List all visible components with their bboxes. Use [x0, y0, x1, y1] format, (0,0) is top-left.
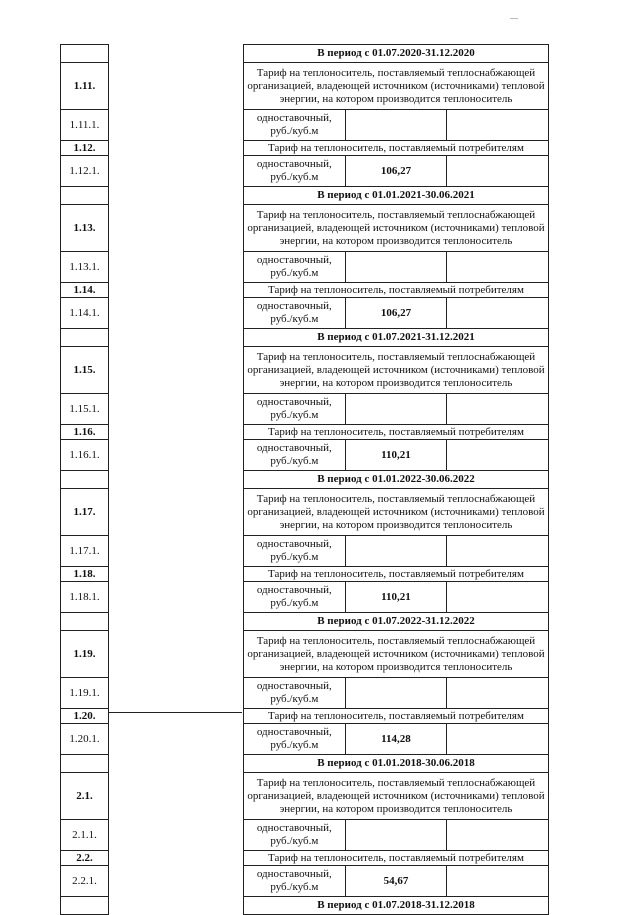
row-number: 1.11.	[61, 63, 109, 110]
unit-line: руб./куб.м	[270, 267, 319, 279]
row-number: 1.17.1.	[61, 536, 109, 567]
period-heading: В период с 01.01.2021-30.06.2021	[244, 187, 549, 205]
unit-line: одноставочный,	[256, 300, 332, 312]
table-row	[61, 755, 549, 773]
unit-cell	[244, 536, 346, 567]
unit-cell	[244, 724, 346, 755]
empty-gap	[109, 678, 244, 709]
row-number: 1.18.1.	[61, 582, 109, 613]
empty-value-cell	[447, 678, 549, 709]
unit-line: одноставочный,	[256, 584, 332, 596]
period-heading: В период с 01.01.2018-30.06.2018	[244, 755, 549, 773]
row-number: 1.19.	[61, 631, 109, 678]
empty-gap	[109, 709, 244, 724]
row-number: 1.19.1.	[61, 678, 109, 709]
unit-line: руб./куб.м	[270, 125, 319, 137]
empty-value-cell	[447, 252, 549, 283]
unit-line: руб./куб.м	[270, 313, 319, 325]
row-number: 1.16.1.	[61, 440, 109, 471]
row-number	[61, 755, 109, 773]
consumer-tariff-description: Тариф на теплоноситель, поставляемый потребителям	[244, 141, 549, 156]
empty-gap	[109, 252, 244, 283]
row-number: 1.13.1.	[61, 252, 109, 283]
unit-cell	[244, 298, 346, 329]
empty-gap	[109, 394, 244, 425]
unit-line: одноставочный,	[256, 822, 332, 834]
tariff-description: Тариф на теплоноситель, поставляемый теплоснабжающей организацией, владеющей источником (источниками) тепловой энергии, на котором производится теплоноситель	[244, 773, 549, 820]
unit-line: руб./куб.м	[270, 739, 319, 751]
tariff-value: 54,67	[345, 866, 447, 897]
tariff-description: Тариф на теплоноситель, поставляемый теплоснабжающей организацией, владеющей источником (источниками) тепловой энергии, на котором производится теплоноситель	[244, 63, 549, 110]
table-row	[61, 394, 549, 425]
row-number	[61, 613, 109, 631]
tariff-value: 110,21	[345, 582, 447, 613]
empty-value-cell	[447, 110, 549, 141]
table-row	[61, 252, 549, 283]
unit-line: одноставочный,	[256, 868, 332, 880]
table-row	[61, 141, 549, 156]
empty-gap	[109, 613, 244, 631]
unit-cell	[244, 394, 346, 425]
unit-cell	[244, 156, 346, 187]
empty-value-cell	[447, 298, 549, 329]
row-number: 2.2.1.	[61, 866, 109, 897]
empty-gap	[109, 425, 244, 440]
row-number	[61, 45, 109, 63]
row-number: 2.2.	[61, 851, 109, 866]
tariff-value	[345, 252, 447, 283]
tariff-value	[345, 110, 447, 141]
table-row	[61, 773, 549, 820]
empty-value-cell	[447, 394, 549, 425]
empty-gap	[109, 347, 244, 394]
unit-line: одноставочный,	[256, 254, 332, 266]
period-heading: В период с 01.01.2022-30.06.2022	[244, 471, 549, 489]
empty-gap	[109, 283, 244, 298]
row-number	[61, 187, 109, 205]
empty-value-cell	[447, 536, 549, 567]
empty-gap	[109, 141, 244, 156]
table-row	[61, 866, 549, 897]
empty-gap	[109, 45, 244, 63]
table-row	[61, 851, 549, 866]
empty-gap	[109, 567, 244, 582]
empty-gap	[109, 851, 244, 866]
table-row	[61, 347, 549, 394]
row-number	[61, 471, 109, 489]
consumer-tariff-description: Тариф на теплоноситель, поставляемый потребителям	[244, 851, 549, 866]
consumer-tariff-description: Тариф на теплоноситель, поставляемый потребителям	[244, 709, 549, 724]
tariff-value: 106,27	[345, 298, 447, 329]
empty-gap	[109, 298, 244, 329]
row-number: 1.17.	[61, 489, 109, 536]
period-heading: В период с 01.07.2022-31.12.2022	[244, 613, 549, 631]
unit-cell	[244, 440, 346, 471]
table-row	[61, 489, 549, 536]
row-number	[61, 897, 109, 915]
empty-gap	[109, 187, 244, 205]
empty-gap	[109, 820, 244, 851]
empty-value-cell	[447, 582, 549, 613]
table-row	[61, 205, 549, 252]
tariff-table-body	[61, 45, 549, 915]
empty-gap	[109, 63, 244, 110]
unit-cell	[244, 110, 346, 141]
empty-gap	[109, 773, 244, 820]
unit-cell	[244, 252, 346, 283]
row-number: 1.14.	[61, 283, 109, 298]
row-number: 1.15.	[61, 347, 109, 394]
table-row	[61, 283, 549, 298]
scan-mark	[510, 18, 518, 19]
empty-gap	[109, 755, 244, 773]
empty-gap	[109, 866, 244, 897]
table-row	[61, 329, 549, 347]
tariff-value	[345, 820, 447, 851]
unit-line: руб./куб.м	[270, 881, 319, 893]
empty-gap	[109, 329, 244, 347]
table-row	[61, 471, 549, 489]
empty-gap	[109, 440, 244, 471]
table-row	[61, 567, 549, 582]
row-number: 1.14.1.	[61, 298, 109, 329]
empty-gap	[109, 724, 244, 755]
unit-line: одноставочный,	[256, 680, 332, 692]
unit-line: одноставочный,	[256, 726, 332, 738]
unit-line: руб./куб.м	[270, 409, 319, 421]
tariff-value	[345, 678, 447, 709]
unit-line: одноставочный,	[256, 442, 332, 454]
table-row	[61, 63, 549, 110]
empty-gap	[109, 631, 244, 678]
empty-gap	[109, 110, 244, 141]
empty-value-cell	[447, 724, 549, 755]
period-heading: В период с 01.07.2020-31.12.2020	[244, 45, 549, 63]
unit-line: одноставочный,	[256, 538, 332, 550]
tariff-value	[345, 536, 447, 567]
unit-line: руб./куб.м	[270, 455, 319, 467]
row-number: 1.13.	[61, 205, 109, 252]
empty-value-cell	[447, 440, 549, 471]
tariff-value: 110,21	[345, 440, 447, 471]
unit-cell	[244, 820, 346, 851]
empty-gap	[109, 489, 244, 536]
row-number: 1.16.	[61, 425, 109, 440]
empty-value-cell	[447, 866, 549, 897]
row-number: 1.20.1.	[61, 724, 109, 755]
tariff-description: Тариф на теплоноситель, поставляемый теплоснабжающей организацией, владеющей источником (источниками) тепловой энергии, на котором производится теплоноситель	[244, 489, 549, 536]
table-row	[61, 631, 549, 678]
empty-gap	[109, 897, 244, 915]
unit-line: руб./куб.м	[270, 551, 319, 563]
row-number: 1.11.1.	[61, 110, 109, 141]
table-row	[61, 536, 549, 567]
period-heading: В период с 01.07.2021-31.12.2021	[244, 329, 549, 347]
row-number: 1.12.	[61, 141, 109, 156]
table-row	[61, 678, 549, 709]
row-number: 1.18.	[61, 567, 109, 582]
empty-gap	[109, 205, 244, 252]
unit-line: руб./куб.м	[270, 693, 319, 705]
tariff-table	[60, 44, 549, 915]
table-row	[61, 820, 549, 851]
tariff-value: 106,27	[345, 156, 447, 187]
consumer-tariff-description: Тариф на теплоноситель, поставляемый потребителям	[244, 425, 549, 440]
unit-cell	[244, 678, 346, 709]
table-row	[61, 724, 549, 755]
unit-line: одноставочный,	[256, 158, 332, 170]
tariff-value: 114,28	[345, 724, 447, 755]
table-row	[61, 45, 549, 63]
tariff-description: Тариф на теплоноситель, поставляемый теплоснабжающей организацией, владеющей источником (источниками) тепловой энергии, на котором производится теплоноситель	[244, 205, 549, 252]
unit-cell	[244, 866, 346, 897]
section-divider-line	[108, 712, 242, 713]
tariff-value	[345, 394, 447, 425]
table-row	[61, 709, 549, 724]
unit-line: руб./куб.м	[270, 597, 319, 609]
unit-line: одноставочный,	[256, 112, 332, 124]
table-row	[61, 440, 549, 471]
table-row	[61, 425, 549, 440]
consumer-tariff-description: Тариф на теплоноситель, поставляемый потребителям	[244, 567, 549, 582]
row-number: 1.15.1.	[61, 394, 109, 425]
row-number: 2.1.	[61, 773, 109, 820]
row-number: 1.20.	[61, 709, 109, 724]
table-row	[61, 897, 549, 915]
unit-line: руб./куб.м	[270, 835, 319, 847]
tariff-description: Тариф на теплоноситель, поставляемый теплоснабжающей организацией, владеющей источником (источниками) тепловой энергии, на котором производится теплоноситель	[244, 347, 549, 394]
row-number: 1.12.1.	[61, 156, 109, 187]
empty-value-cell	[447, 156, 549, 187]
table-row	[61, 613, 549, 631]
tariff-description: Тариф на теплоноситель, поставляемый теплоснабжающей организацией, владеющей источником (источниками) тепловой энергии, на котором производится теплоноситель	[244, 631, 549, 678]
table-row	[61, 156, 549, 187]
unit-cell	[244, 582, 346, 613]
period-heading: В период с 01.07.2018-31.12.2018	[244, 897, 549, 915]
table-row	[61, 582, 549, 613]
consumer-tariff-description: Тариф на теплоноситель, поставляемый потребителям	[244, 283, 549, 298]
empty-gap	[109, 156, 244, 187]
row-number: 2.1.1.	[61, 820, 109, 851]
unit-line: руб./куб.м	[270, 171, 319, 183]
table-row	[61, 110, 549, 141]
unit-line: одноставочный,	[256, 396, 332, 408]
empty-gap	[109, 582, 244, 613]
empty-value-cell	[447, 820, 549, 851]
table-row	[61, 187, 549, 205]
table-row	[61, 298, 549, 329]
empty-gap	[109, 536, 244, 567]
empty-gap	[109, 471, 244, 489]
row-number	[61, 329, 109, 347]
